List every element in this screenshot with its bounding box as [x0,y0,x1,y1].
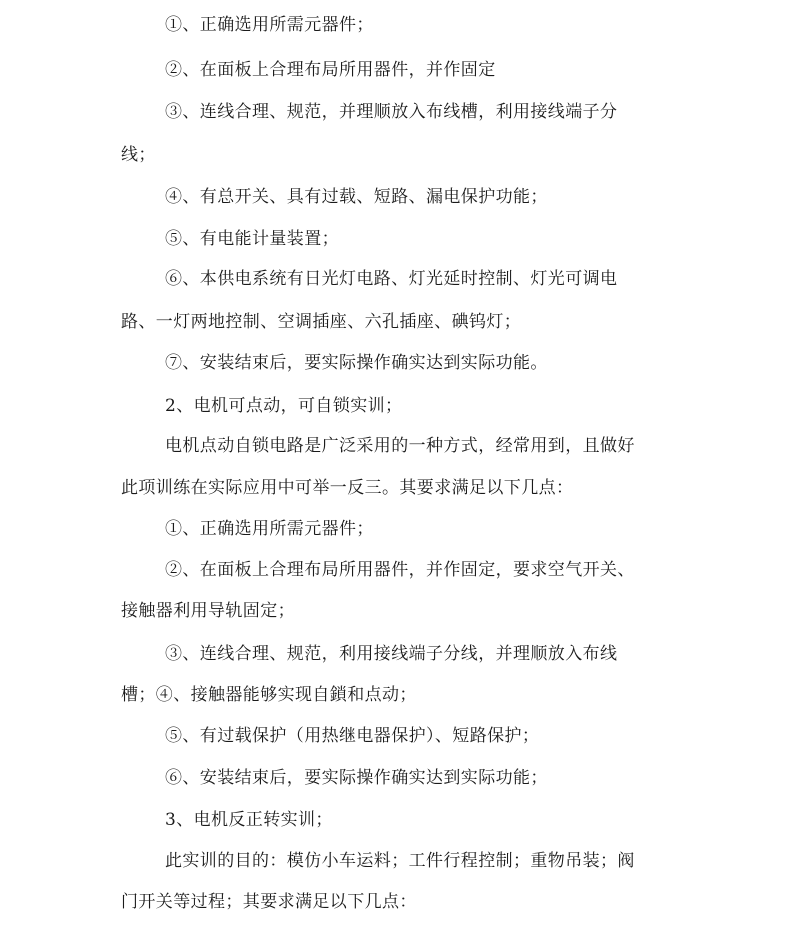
text-line: 接触器利用导轨固定； [121,601,295,621]
text-line: ⑥、本供电系统有日光灯电路、灯光延时控制、灯光可调电 [165,269,618,289]
text-line: ④、有总开关、具有过载、短路、漏电保护功能； [165,187,548,207]
text-line: 路、一灯两地控制、空调插座、六孔插座、碘钨灯； [121,312,522,332]
text-line: ⑦、安装结束后，要实际操作确实达到实际功能。 [165,353,548,373]
text-line: ③、连线合理、规范，并理顺放入布线槽，利用接线端子分 [165,102,618,122]
text-line: 门开关等过程；其要求满足以下几点： [121,892,417,912]
text-line: ⑥、安装结束后，要实际操作确实达到实际功能； [165,768,548,788]
text-line: ②、在面板上合理布局所用器件，并作固定，要求空气开关、 [165,560,635,580]
text-line: ②、在面板上合理布局所用器件，并作固定 [165,60,496,80]
text-line: ①、正确选用所需元器件； [165,15,374,35]
text-line: 2、电机可点动，可自锁实训； [165,396,403,416]
text-line: 电机点动自锁电路是广泛采用的一种方式，经常用到，且做好 [165,436,635,456]
text-line: 此项训练在实际应用中可举一反三。其要求满足以下几点： [121,478,574,498]
text-line: ③、连线合理、规范，利用接线端子分线，并理顺放入布线 [165,644,618,664]
text-line: 此实训的目的：模仿小车运料；工件行程控制；重物吊装；阀 [165,851,635,871]
text-line: 槽；④、接触器能够实现自鎖和点动； [121,685,417,705]
text-line: 线； [121,145,156,165]
text-line: ⑤、有过载保护（用热继电器保护）、短路保护； [165,726,540,746]
text-line: ①、正确选用所需元器件； [165,519,374,539]
text-line: 3、电机反正转实训； [165,810,333,830]
text-line: ⑤、有电能计量装置； [165,229,339,249]
